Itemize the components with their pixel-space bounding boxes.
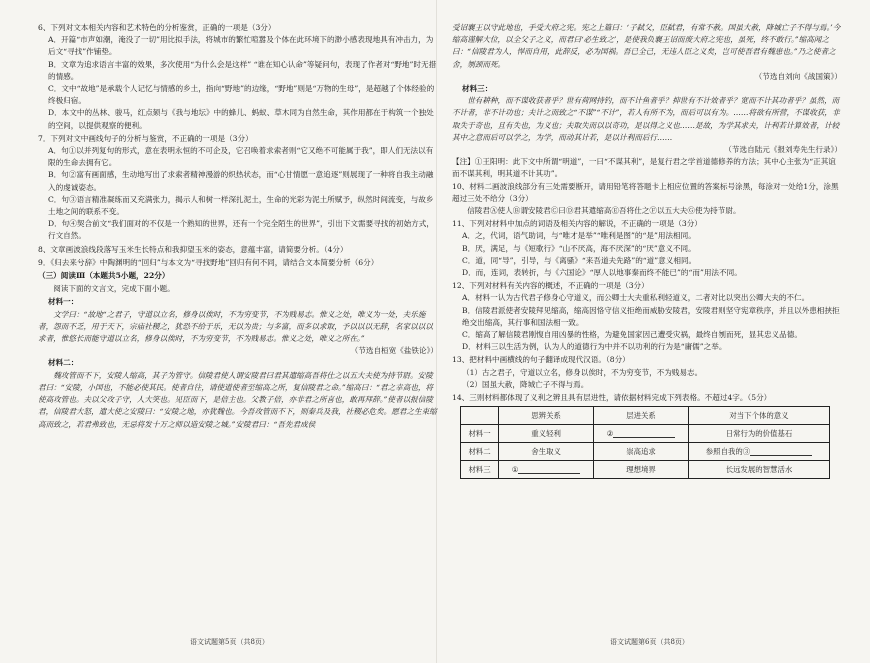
material-1-source: （节选自桓宽《盐铁论》） [350,346,438,356]
blank-marker: 参照自我的③ [705,446,751,456]
material-2-source: （节选自刘向《战国策》） [754,71,842,81]
table-row [461,425,830,443]
section-3-instruction: 阅读下面的文言文，完成下面小题。 [53,284,175,294]
question-14 [452,392,842,479]
table-cell: 理想境界 [594,461,689,479]
question-7 [38,133,438,243]
question-6-option-d: D．本文中的丛林、骏马，红点颏与《我与地坛》中的蜂儿、蚂蚁、草木同为自然生命，其作用都在于构筑一个独处的空间，以提供观察的便利。 [48,108,434,130]
fill-blank-line [613,429,675,438]
table-cell-blank[interactable] [594,425,689,443]
question-11-option-b: B．厌，满足，与《短歌行》“山不厌高，海不厌深”的“厌”意义不同。 [462,243,696,253]
question-13-sentence-1: （1）古之君子，守道以立名，修身以俟时，不为穷变节，不为贱易志。 [462,367,703,377]
question-7-option-a: A．句①以并列复句的形式，意在表明永恒的不可企及，它召唤着求索者则“它又绝不可能属于我”，即人们无法以有限的生命去拥有它。 [48,146,434,168]
material-1-title: 材料一： [48,297,79,307]
question-11-option-c: C．道，同“导”，引导，与《离骚》“来吾道夫先路”的“道”意义相同。 [462,255,697,265]
fill-blank-line [518,465,580,474]
table-cell: 崇高追求 [594,443,689,461]
table-cell-blank[interactable] [499,461,594,479]
question-6-stem: 6、下列对文本相关内容和艺术特色的分析鉴赏，正确的一项是（3分） [38,23,276,32]
question-6-option-c: C．文中“故地”是承载个人记忆与情感的乡土，指向“野地”的边缘，“野地”则是“万物的生母”，是超越了个体经验的终极归宿。 [48,84,435,106]
question-11 [452,218,842,279]
question-6 [38,22,438,132]
table-cell: 舍生取义 [499,443,594,461]
table-cell: 材料一 [461,425,499,443]
material-2-title: 材料二： [48,358,79,368]
question-6-option-b: B．文章为追求语言丰富的效果，多次使用“为什么会是这样” “谁在知心认命”等疑问句，表现了作者对“野地”时无措的情感。 [48,59,437,81]
table-header-cell: 对当下个体的意义 [688,407,829,425]
question-7-stem: 7．下列对文中画线句子的分析与鉴赏，不正确的一项是（3分） [38,133,253,143]
table-cell: 重义轻利 [499,425,594,443]
question-14-stem: 14、三则材料都体现了义利之辨且具有层进性，请依据材料完成下列表格。不超过4字。（5分） [452,393,772,403]
question-12-stem: 12、下列对材料有关内容的概述，不正确的一项是（3分） [452,281,649,291]
question-6-option-a: A．开篇“市声如潮，淹没了一切”用比拟手法，将城市的繁忙喧嚣及个体在此环境下的渺小感表现地具有冲击力，为后文“寻找”作铺垫。 [48,35,434,57]
question-13 [452,354,842,391]
material-3-title: 材料三： [462,84,493,94]
question-7-option-b: B．句②富有画面感，生动地写出了求索者精神漫游的炽热状态，而“心甘情愿一意追逐”则展现了一种将自我主动融入的虔诚姿态。 [48,170,434,192]
material-1-text: 文学曰：“故地“之君子，守道以立名，修身以俟时，不为穷变节，不为贱易志。惟义之处，唯义为一处，夫乐施者，怨而不乏，用于天下，宗庙社稷之，犹恐不给于乐，无以为贵；与多富，而多以求取，予以以以无辞，名家以以以求者，惟悠长而能守道以立名，修身以俟时，不为穷变节，不为贱易志。惟义之处，唯义之所在。” [38,309,433,344]
table-cell: 材料三 [461,461,499,479]
question-11-option-a: A．之，代词，语气助词，与“唯才是举”“唯利是图”的“是”用法相同。 [462,231,696,241]
table-header-cell: 思辨关系 [499,407,594,425]
question-7-option-c: C．句③语言精准凝练而又充满张力，揭示人和树一样深扎泥土，生命的光彩为泥土所赋予，纵然时间流变，与故乡土地之间的联系不变。 [48,194,434,217]
table-header-cell: 层进关系 [594,407,689,425]
right-page-column [452,22,842,480]
material-3-text: 世有耕种，而不谋收获者乎？世有荷网持钓，而不计鱼者乎？抑世有不计效者乎？宽而不计其功者乎？虽然，而不计者，非不计功也；夫计之而致之“不谋”“不计”，若人有所不为，而后可以有为。……将欲有所营，不谋收获，非取失于奇也，且有失也，为义也；夫取失而以以奇功，是以得之义也……是故，为学其求夫，计利若计算效者，计较其中之意而后可以学之，为学，而动其计若，是以计利而后行…… [452,96,840,142]
table-cell: 材料二 [461,443,499,461]
material-2-continued: 受诏襄王以守此地也，手受大府之宪。宪之上篇曰：‘子弑父，臣弑君，有常不赦。国虽大赦，降城亡子不得与焉。’今缩高谨解大位，以全父子之义，而君曰‘必生致之’，是使我负襄王诏而废大府之宪也，虽死，终不敢行。”缩高闻之曰：“信陵君为人，悍而自用，此辞反，必为国祸。吾已全己，无违人臣之义矣，岂可使吾君有魏患也。”乃之使者之舍，刎颈而死。 [452,23,841,69]
material-2-text: 魏攻管而不下，安陵人缩高，其子为管守。信陵君使人谓安陵君曰君其遣缩高吾将仕之以五大夫使为持节尉。安陵君曰：“安陵，小国也，不能必使其民。使者自往，请使道使者至缩高之所，复信陵君之命。”缩高曰：“君之幸高也，将使高攻管也。夫以父攻子守，人大笑也。见臣而下，是倍主也。父教子倍，亦非君之所喜也，敢再拜辞。”使者以报信陵君，信陵君大怒，遣大使之安陵曰：“安陵之地，亦犹魏也。今吾攻管而不下，则秦兵及我，社稷必危矣。愿君之生束缩高而致之，若君弗致也，无忌将发十万之师以造安陵之城。”安陵君曰：“吾先君成侯 [38,370,437,429]
left-page-column [38,22,438,431]
section-3-title: （三）阅读Ⅲ（本题共5小题，22分） [38,271,170,281]
table-header-cell [461,407,499,425]
question-7-option-d: D．句④契合前文“我们面对的不仅是一个熟知的世界，还有一个完全陌生的世界”，引出下文需要寻找的初始方式，行文自然。 [48,219,434,241]
table-row [461,461,830,479]
table-cell: 日常行为的价值基石 [688,425,829,443]
question-11-option-d: D．而，连词，表转折，与《六国论》“厚人以地事秦而终不能已”的“而”用法不同。 [462,268,742,278]
question-10-stem: 10、材料二画波浪线部分有三处需要断开，请用铅笔将答题卡上相应位置的答案标号涂黑，每涂对一处给1分，涂黑超过三处不给分（3分） [452,181,839,203]
material-3-note: 【注】①王阳明：此下文中所谓“明道”，一曰“不谋其利”，是复行君之学首道德修养的方法；其中心主张为“正其谊而不谋其利，明其道不计其功”。 [452,157,836,179]
question-10-line: 信陵君Ⓐ使人Ⓑ谓安陵君Ⓒ曰Ⓓ君其遣缩高Ⓔ吾将仕之Ⓕ以五大夫Ⓖ使为持节尉。 [467,206,741,216]
question-8: 8、文章画波浪线段落写玉米生长特点和我抑望玉米的姿态，意蕴丰富，请简要分析。（4分） [38,244,348,254]
left-page-footer: 语文试题第5页（共8页） [190,638,269,646]
table-header-row [461,407,830,425]
table-cell-blank[interactable] [688,443,829,461]
blank-marker: ① [511,464,519,474]
question-14-table [460,406,830,479]
blank-marker: ② [606,428,614,438]
table-cell: 长远发展的智慧活水 [688,461,829,479]
question-12-option-b: B．信陵君派使者安陵拜见缩高，缩高因恪守信义拒绝而威胁安陵君，安陵君则坚守宪章秩序，并且以外患相挟拒绝交出缩高，其行事和国法相一致。 [462,305,840,327]
question-13-stem: 13、把材料中画横线的句子翻译成现代汉语。（8分） [452,355,630,365]
fill-blank-line [750,447,812,456]
question-10 [452,181,842,218]
question-12-option-a: A．材料一认为古代君子修身心守道义，而公卿士大夫重私利轻道义，二者对比以突出公卿大夫的不仁。 [462,293,810,303]
question-12-option-c: C．缩高了解信陵君刚愎自用凶暴的性格，为避免国家因己遭受灾祸，最终自刎而死，显其忠义品德。 [462,330,802,340]
material-3-source: （节选自陆元《报刘寿先生行录》） [724,145,842,155]
table-row [461,443,830,461]
question-12-option-d: D．材料三以生活为例，认为人的道德行为中并不以功利的行为是“庸儒”之举。 [462,342,727,352]
question-11-stem: 11、下列对材料中加点的词语及相关内容的解说，不正确的一项是（3分） [452,219,702,229]
question-9: 9．《归去来兮辞》中陶渊明的“回归”与本文为“寻找野地”回归有何不同，请结合文本简要分析（6分） [38,257,379,267]
question-13-sentence-2: （2）国虽大赦，降城亡子不得与焉。 [462,379,589,389]
right-page-footer: 语文试题第6页（共8页） [610,638,689,646]
question-12 [452,280,842,353]
